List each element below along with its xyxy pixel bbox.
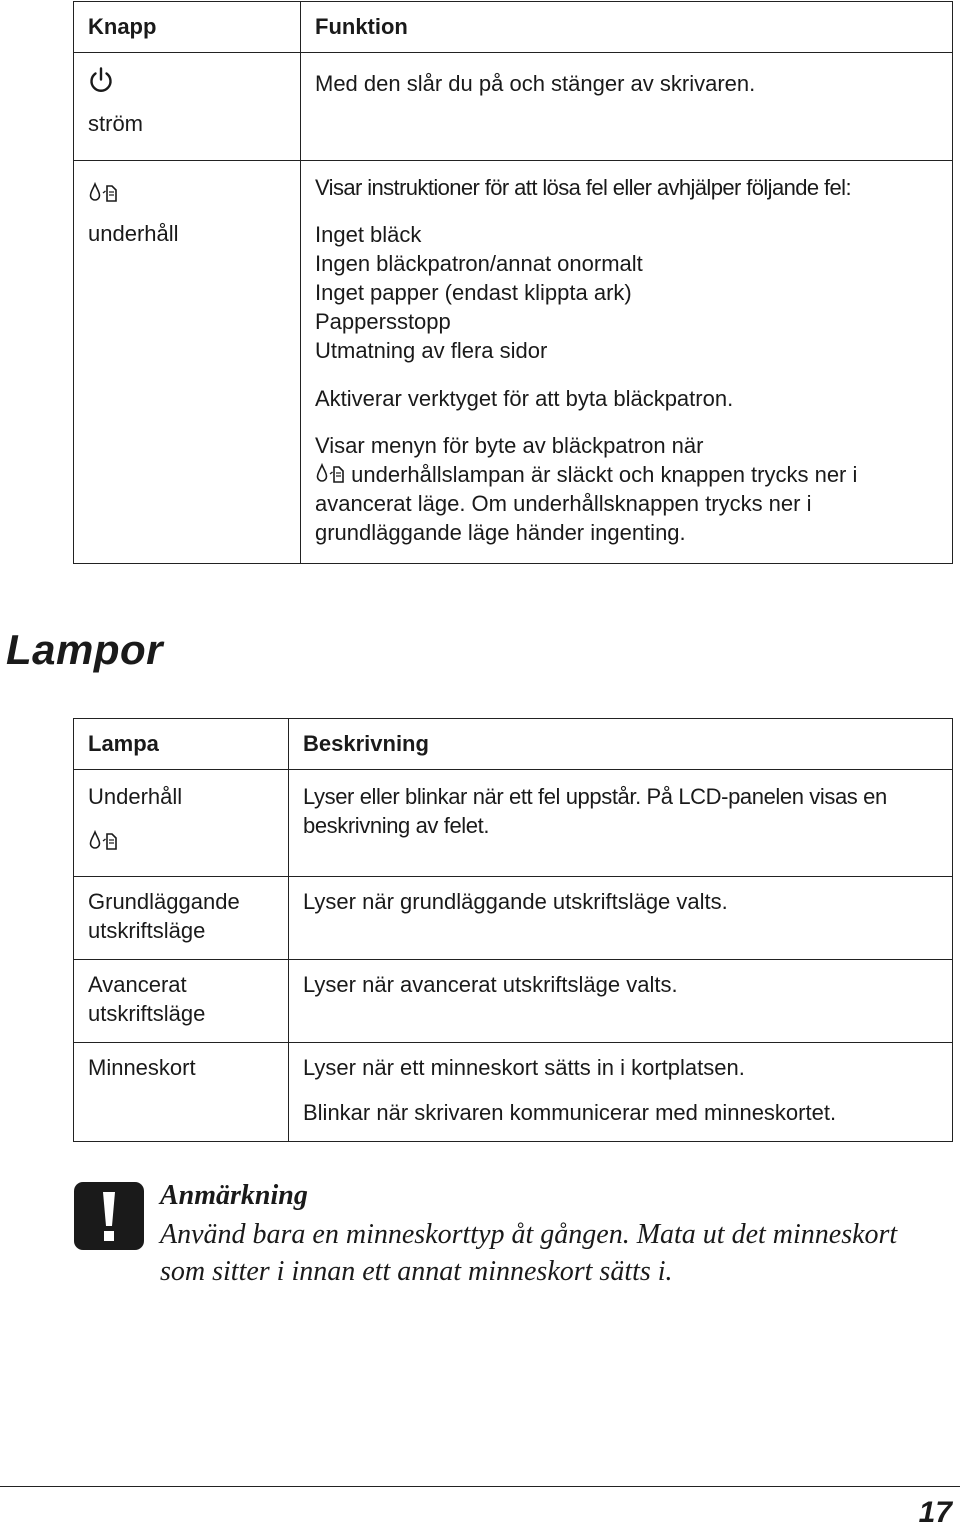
lamp-description: Lyser eller blinkar när ett fel uppstår. På LCD-panelen visas en beskrivning av felet. [303, 784, 887, 838]
error-item: Ingen bläckpatron/annat onormalt [315, 251, 643, 276]
lamp-name-cell [74, 770, 289, 877]
maintenance-menu-text-2: underhållslampan är släckt och knappen trycks ner i avancerat läge. Om underhållsknappen trycks ner i grundläggande läge händer ingenting. [315, 462, 858, 545]
header-knapp: Knapp [74, 2, 301, 53]
maintenance-menu-text-1: Visar menyn för byte av bläckpatron när [315, 433, 704, 458]
note-title: Anmärkning [160, 1180, 308, 1211]
maintenance-button-cell [74, 161, 301, 564]
maintenance-button-label: underhåll [88, 221, 179, 246]
maintenance-activates: Aktiverar verktyget för att byta bläckpatron. [315, 386, 734, 411]
error-item: Utmatning av flera sidor [315, 338, 548, 363]
maintenance-menu-text [315, 431, 946, 547]
lamp-name: Grundläggande utskriftsläge [88, 889, 240, 943]
lamp-description-2: Blinkar när skrivaren kommunicerar med minneskortet. [303, 1100, 837, 1125]
header-beskrivning: Beskrivning [289, 719, 953, 770]
header-funktion: Funktion [301, 2, 953, 53]
lamps-table [73, 718, 953, 1142]
note-text: Använd bara en minneskorttyp åt gången. Mata ut det minneskort som sitter i innan ett annat minneskort sätts i. [160, 1219, 898, 1287]
error-item: Pappersstopp [315, 309, 451, 334]
table-header-row [74, 2, 953, 53]
lamp-name-cell [74, 877, 289, 960]
table-header-row [74, 719, 953, 770]
lamp-description-cell [289, 770, 953, 877]
lamp-name: Underhåll [88, 784, 183, 809]
table-row [74, 960, 953, 1043]
lamp-description: Lyser när ett minneskort sätts in i kortplatsen. [303, 1055, 745, 1080]
maintenance-icon [88, 830, 118, 852]
lamp-name: Minneskort [88, 1055, 196, 1080]
lamp-description-cell [289, 1043, 953, 1142]
lamp-name: Avancerat utskriftsläge [88, 972, 206, 1026]
lamp-description: Lyser när avancerat utskriftsläge valts. [303, 972, 678, 997]
table-row [74, 877, 953, 960]
section-title-lampor: Lampor [6, 626, 164, 673]
maintenance-icon [88, 182, 118, 204]
lamp-description-cell [289, 960, 953, 1043]
power-icon [88, 66, 114, 94]
power-description: Med den slår du på och stänger av skrivaren. [315, 71, 756, 96]
maintenance-icon [315, 463, 345, 485]
page-number: 17 [918, 1496, 952, 1529]
maintenance-intro: Visar instruktioner för att lösa fel eller avhjälper följande fel: [315, 175, 851, 200]
footer-divider [0, 1486, 960, 1487]
error-item: Inget bläck [315, 222, 422, 247]
error-list [315, 220, 946, 365]
lamp-name-cell [74, 1043, 289, 1142]
table-row-power [74, 53, 953, 161]
error-item: Inget papper (endast klippta ark) [315, 280, 632, 305]
table-row [74, 770, 953, 877]
power-description-cell [301, 53, 953, 161]
exclamation-icon [74, 1182, 144, 1250]
lamp-name-cell [74, 960, 289, 1043]
power-button-cell [74, 53, 301, 161]
power-button-label: ström [88, 111, 143, 136]
lamp-description-cell [289, 877, 953, 960]
header-lampa: Lampa [74, 719, 289, 770]
lamp-description: Lyser när grundläggande utskriftsläge valts. [303, 889, 728, 914]
table-row [74, 1043, 953, 1142]
buttons-table [73, 1, 953, 564]
maintenance-description-cell [301, 161, 953, 564]
table-row-maintenance [74, 161, 953, 564]
